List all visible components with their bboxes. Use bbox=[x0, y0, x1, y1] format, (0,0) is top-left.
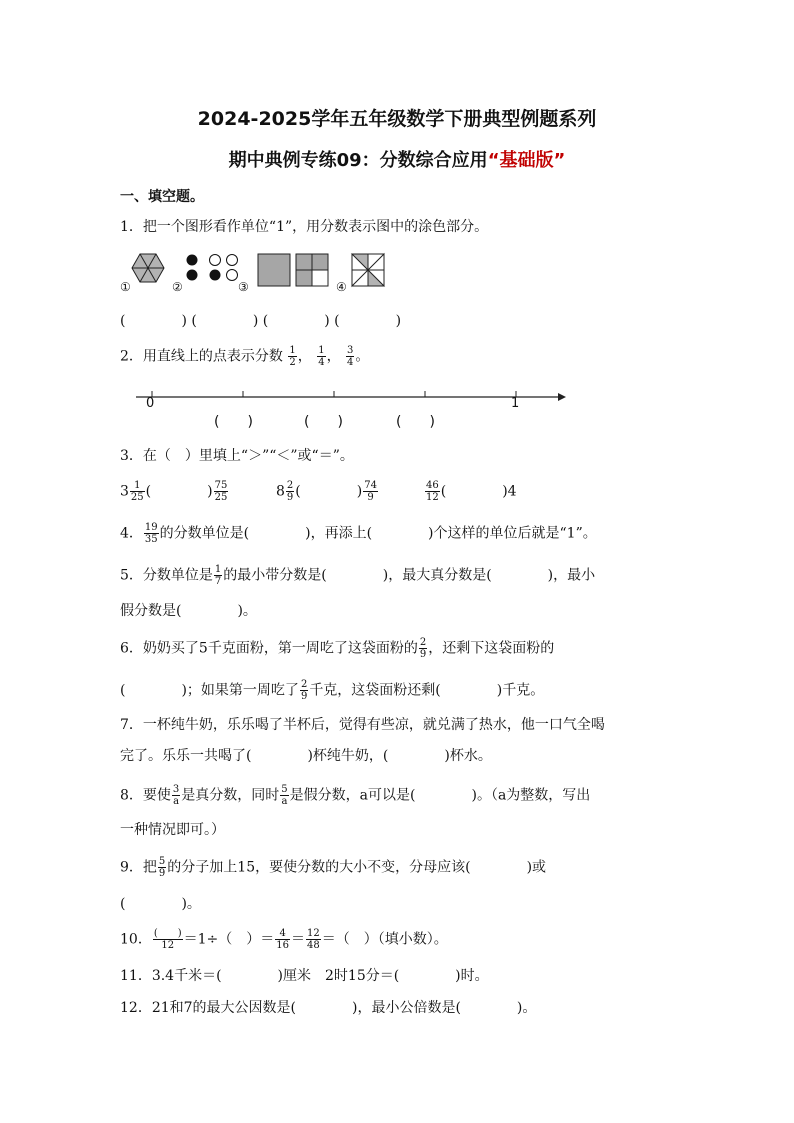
question-6-text: 6．奶奶买了5千克面粉，第一周吃了这袋面粉的 $\frac{2}{9}$ ，还剩下这袋面粉的 bbox=[120, 637, 555, 660]
question-7-text: 7．一杯纯牛奶，乐乐喝了半杯后，觉得有些凉，就兑满了热水，他一口气全喝 bbox=[120, 717, 605, 733]
page-subtitle bbox=[0, 146, 794, 172]
question-3-text: 3．在（ ）里填上“＞”“＜”或“＝”。 bbox=[120, 448, 354, 464]
figure-label-3: ③ bbox=[238, 280, 249, 294]
circles-figure bbox=[187, 255, 238, 281]
figure-label-1: ① bbox=[120, 280, 131, 294]
number-line-blank-2: ( ) bbox=[304, 414, 343, 430]
question-12-text: 12．21和7的最大公因数是( )，最小公倍数是( )。 bbox=[120, 1000, 537, 1016]
fraction-3-4: $\frac{3}{4}$ bbox=[347, 345, 354, 368]
question-8-text: 8．要使 $\frac{3}{a}$ 是真分数，同时 $\frac{5}{a}$ 是假分数，a可以是( )。（a为整数，写出 bbox=[120, 784, 591, 807]
question-2-text: 2．用直线上的点表示分数 $\frac{1}{2}$ ， $\frac{1}{4}$ ， $\frac{3}{4}$ 。 bbox=[120, 345, 370, 368]
subtitle-highlight: “基础版” bbox=[487, 150, 566, 171]
number-line bbox=[130, 386, 570, 410]
question-1-text: 1．把一个图形看作单位“1”，用分数表示图中的涂色部分。 bbox=[120, 219, 489, 235]
page-title: 2024-2025学年五年级数学下册典型例题系列 bbox=[197, 108, 597, 130]
number-line-blank-3: ( ) bbox=[396, 414, 435, 430]
squares-figure bbox=[258, 254, 328, 286]
section-title: 一、填空题。 bbox=[120, 189, 204, 205]
question-5-text: 5．分数单位是 $\frac{1}{7}$ 的最小带分数是( )，最大真分数是( )，最小 bbox=[120, 564, 596, 587]
question-2-prefix: 2．用直线上的点表示分数 bbox=[120, 348, 283, 365]
question-3-item-2: 8 $\frac{2}{9}$ ( ) $\frac{74}{9}$ bbox=[276, 480, 377, 503]
question-1-answers: ( ) ( ) ( ) ( ) bbox=[120, 313, 402, 329]
question-6-line-2: ( )；如果第一周吃了 $\frac{2}{9}$ 千克，这袋面粉还剩( )千克。 bbox=[120, 679, 545, 702]
subtitle-main: 期中典例专练09：分数综合应用 bbox=[228, 150, 488, 171]
question-3-item-1: 3 $\frac{1}{25}$ ( ) $\frac{75}{25}$ bbox=[120, 480, 228, 503]
question-3-item-3: $\frac{46}{12}$ ( )4 bbox=[426, 480, 517, 503]
axis-label-1: 1 bbox=[511, 396, 520, 411]
axis-label-0: 0 bbox=[146, 396, 155, 411]
question-7-line-2: 完了。乐乐一共喝了( )杯纯牛奶，( )杯水。 bbox=[120, 748, 492, 764]
question-10-text: 10． ( ) 12 ＝1÷（ ）＝ $\frac{4}{16}$ ＝ $\frac{12}{48}$ ＝（ ）（填小数）。 bbox=[120, 928, 448, 951]
fraction-1-4: $\frac{1}{4}$ bbox=[318, 345, 325, 368]
question-5-line-2: 假分数是( )。 bbox=[120, 603, 257, 619]
fraction-figures bbox=[118, 250, 398, 300]
hexagon-figure bbox=[132, 254, 164, 282]
question-11-text: 11．3.4千米＝( )厘米 2时15分＝( )时。 bbox=[120, 968, 489, 984]
number-line-blank-1: ( ) bbox=[214, 414, 253, 430]
question-8-line-2: 一种情况即可。） bbox=[120, 822, 225, 838]
question-9-line-2: ( )。 bbox=[120, 896, 201, 912]
figure-label-4: ④ bbox=[336, 280, 347, 294]
pinwheel-figure bbox=[352, 254, 384, 286]
question-4-text: 4． $\frac{19}{35}$ 的分数单位是( )，再添上( )个这样的单位后就是“1”。 bbox=[120, 522, 597, 545]
fraction-1-2: $\frac{1}{2}$ bbox=[289, 345, 296, 368]
number-line-axis bbox=[130, 386, 570, 410]
figure-label-2: ② bbox=[172, 280, 183, 294]
question-1-figures bbox=[118, 250, 398, 300]
question-9-text: 9．把 $\frac{5}{9}$ 的分子加上15，要使分数的大小不变，分母应该( )或 bbox=[120, 856, 547, 879]
